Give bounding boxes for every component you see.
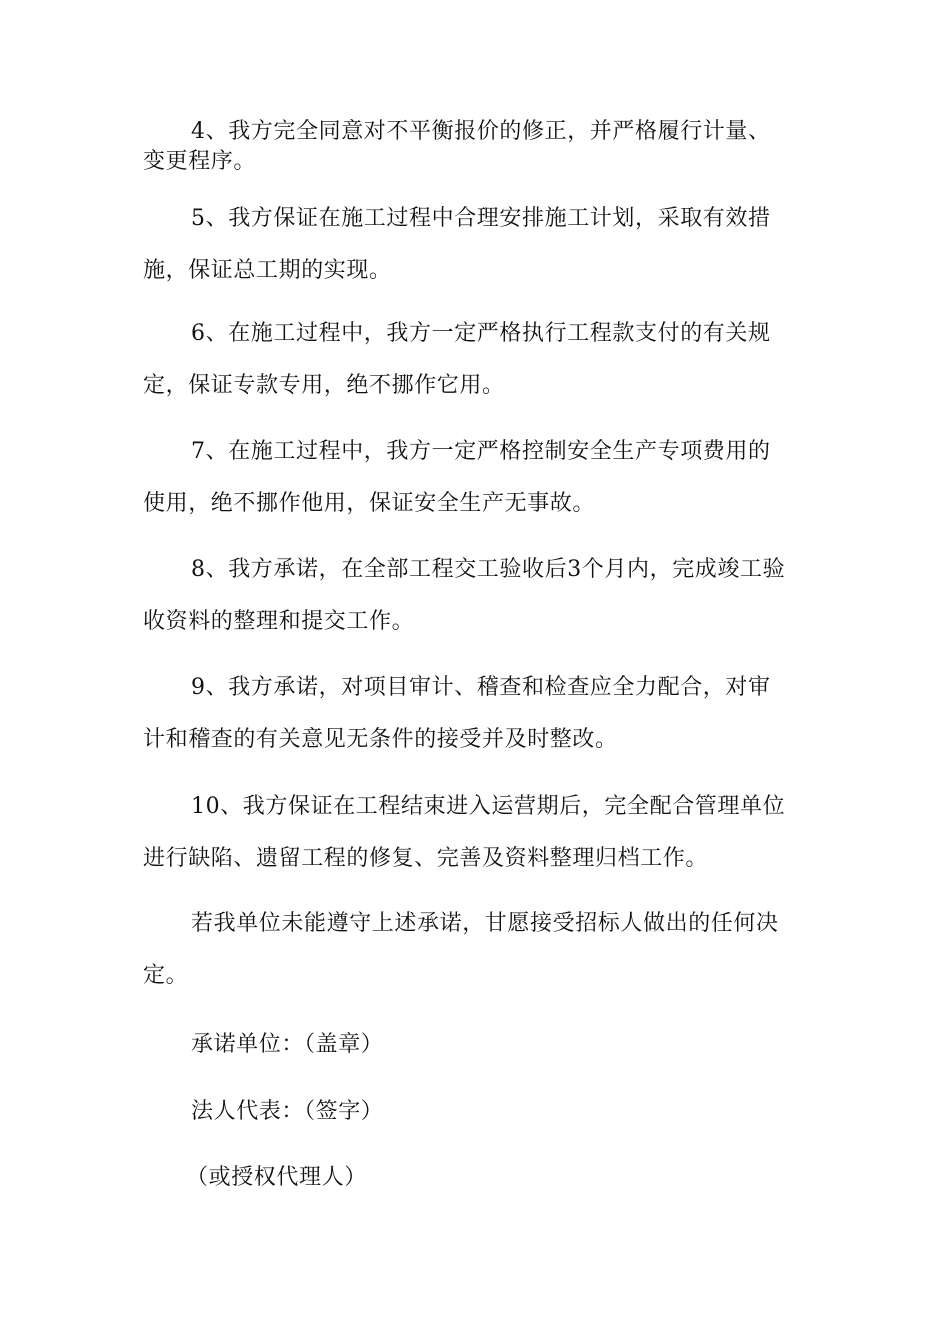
paragraph-line: 4、我方完全同意对不平衡报价的修正，并严格履行计量、 xyxy=(191,119,771,144)
signature-unit: 承诺单位：（盖章） xyxy=(191,1032,384,1057)
paragraph-line: 10、我方保证在工程结束进入运营期后，完全配合管理单位 xyxy=(191,794,786,819)
paragraph-line: 使用，绝不挪作他用，保证安全生产无事故。 xyxy=(143,491,596,516)
paragraph-line: 9、我方承诺，对项目审计、稽查和检查应全力配合，对审 xyxy=(191,675,771,700)
commitment-item-10 xyxy=(143,781,815,885)
paragraph-line: 5、我方保证在施工过程中合理安排施工计划，采取有效措 xyxy=(191,206,771,231)
commitment-item-7 xyxy=(143,426,815,530)
paragraph-line: 进行缺陷、遗留工程的修复、完善及资料整理归档工作。 xyxy=(143,846,709,871)
paragraph-line: 施，保证总工期的实现。 xyxy=(143,258,392,283)
paragraph-line: 7、在施工过程中，我方一定严格控制安全生产专项费用的 xyxy=(191,439,771,464)
paragraph-line: 变更程序。 xyxy=(143,149,257,174)
paragraph-line: 若我单位未能遵守上述承诺，甘愿接受招标人做出的任何决 xyxy=(191,911,779,936)
paragraph-line: 计和稽查的有关意见无条件的接受并及时整改。 xyxy=(143,727,618,752)
commitment-item-5 xyxy=(143,193,815,297)
commitment-item-4 xyxy=(143,117,815,177)
paragraph-line: 8、我方承诺，在全部工程交工验收后3个月内，完成竣工验 xyxy=(191,557,786,582)
signature-agent: （或授权代理人） xyxy=(186,1165,367,1190)
paragraph-line: 定。 xyxy=(143,963,189,988)
paragraph-line: 定，保证专款专用，绝不挪作它用。 xyxy=(143,373,505,398)
commitment-item-8 xyxy=(143,544,815,648)
paragraph-line: 收资料的整理和提交工作。 xyxy=(143,609,415,634)
signature-legal-rep: 法人代表：（签字） xyxy=(191,1099,384,1124)
commitment-item-9 xyxy=(143,662,815,766)
commitment-item-6 xyxy=(143,308,815,412)
paragraph-line: 6、在施工过程中，我方一定严格执行工程款支付的有关规 xyxy=(191,321,771,346)
closing-statement xyxy=(143,898,815,1002)
